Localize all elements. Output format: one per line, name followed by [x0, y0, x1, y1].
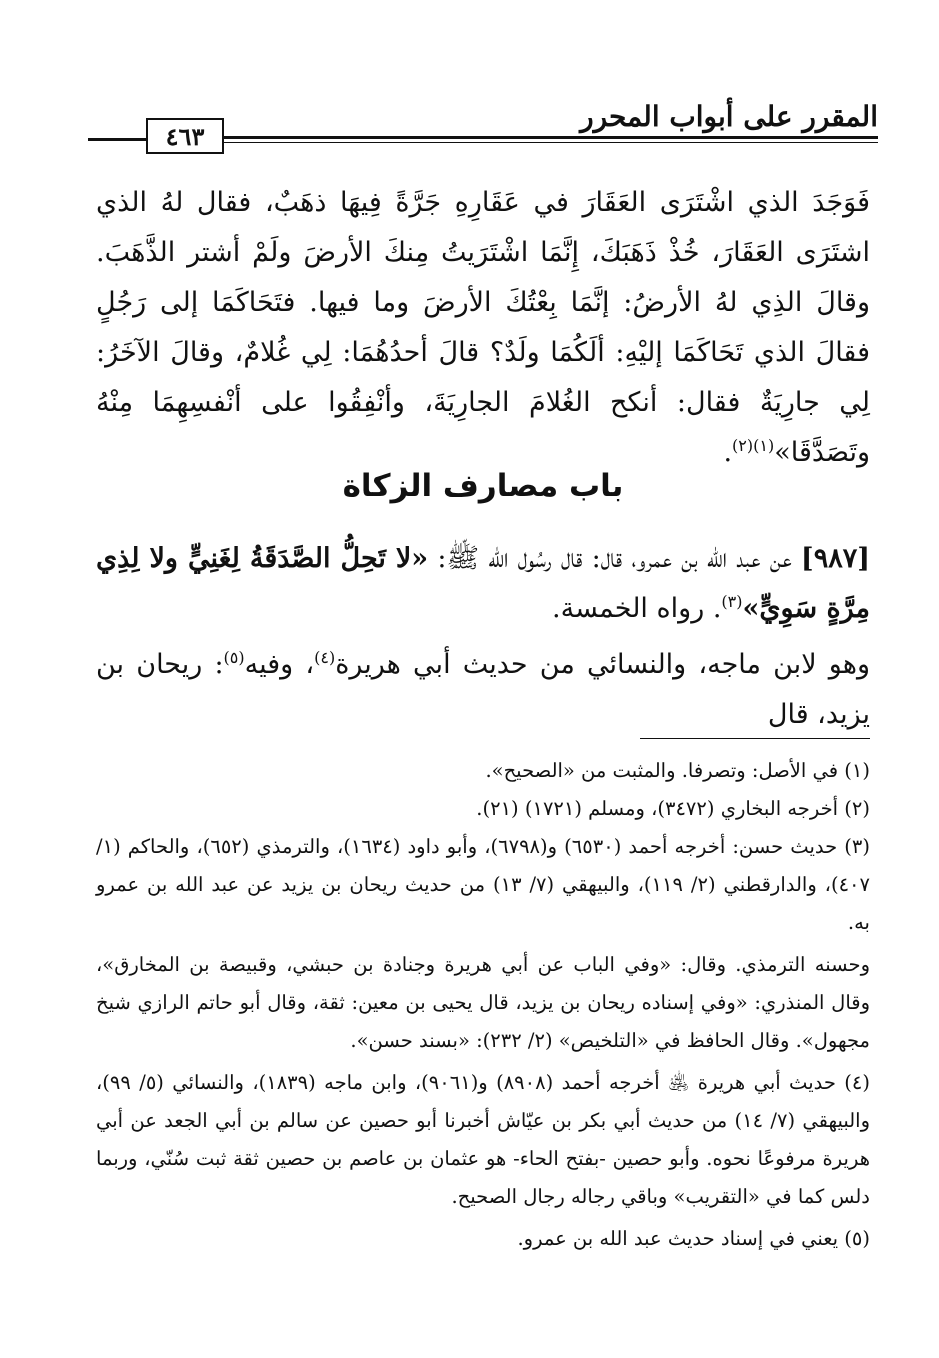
- footnote: (٢) أخرجه البخاري (٣٤٧٢)، ومسلم (١٧٢١) (٢١).: [476, 797, 870, 820]
- hadith-number: [٩٨٧]: [800, 543, 870, 574]
- footnote-ref: (٤): [314, 648, 336, 667]
- running-header: [88, 90, 878, 160]
- footnote: (٤) حديث أبي هريرة ﵁ أخرجه أحمد (٨٩٠٨) و(٩٠٦١)، وابن ماجه (١٨٣٩)، والنسائي (٥/ ٩٩)، والبيهقي (٧/ ١٤) من حديث أبي بكر بن عيّاش أخبرنا أبو حصين عن سالم بن أبي الجعد عن أبي هريرة مرفوعًا نحوه. وأبو حصين -بفتح الحاء- هو عثمان بن عاصم بن حصين ثقة ثبت سُنّي، وربما دلس كما في «التقريب» وباقي رجاله رجال الصحيح.: [96, 1071, 870, 1208]
- header-rule: [223, 136, 878, 139]
- footnote: (١) في الأصل: وتصرفا. والمثبت من «الصحيح».: [485, 759, 870, 782]
- footnotes: [96, 752, 870, 1258]
- header-rule-left: [88, 138, 148, 141]
- hadith-text: [٩٨٧] عن عبد الله بن عمرو، قال: قال رسُول الله ﷺ: «لا تَحِلُّ الصَّدَقَةُ لِغَنِيٍّ ولا لِذِي مِرَّةٍ سَوِيٍّ»$^{(٣)}$. رواه الخمسة.: [96, 543, 870, 624]
- footnote-ref: (٣): [721, 592, 743, 611]
- header-rule-thin: [223, 142, 878, 143]
- footnote-ref: (١)(٢): [732, 436, 775, 455]
- continuation-text: [96, 178, 870, 478]
- footnote: (٣) حديث حسن: أخرجه أحمد (٦٥٣٠) و(٦٧٩٨)، وأبو داود (١٦٣٤)، والترمذي (٦٥٢)، والحاكم (١/ ٤٠٧)، والدارقطني (٢/ ١١٩)، والبيهقي (٧/ ١٣) من حديث ريحان بن يزيد عن عبد الله بن عمرو به.: [96, 835, 870, 934]
- footnote-continuation: وحسنه الترمذي. وقال: «وفي الباب عن أبي هريرة وجنادة بن حبشي، وقبيصة بن المخارق»، وقال المنذري: «وفي إسناده ريحان بن يزيد، قال يحيى بن معين: ثقة، وقال أبو حاتم الرازي شيخ مجهول». وقال الحافظ في «التلخيص» (٢/ ٢٣٢): «بسند حسن».: [96, 953, 870, 1052]
- section-heading: باب مصارف الزكاة: [342, 468, 624, 504]
- commentary-text: وهو لابن ماجه، والنسائي من حديث أبي هريرة$^{(٤)}$، وفيه$^{(٥)}$: ريحان بن يزيد، قال: [96, 648, 870, 730]
- paragraph: فَوَجَدَ الذي اشْتَرَى العَقَارَ في عَقَارِهِ جَرَّةً فِيهَا ذهَبٌ، فقال لهُ الذي اشتَرَى العَقَارَ، خُذْ ذَهَبَكَ، إِنَّمَا اشْتَرَيتُ مِنكَ الأرضَ ولَمْ أشتر الذَّهَبَ. وقالَ الذِي لهُ الأرضُ: إنَّمَا بِعْتُكَ الأرضَ وما فيها. فتَحَاكَمَا إلى رَجُلٍ فقالَ الذي تَحَاكَمَا إليْهِ: ألَكُمَا ولَدٌ؟ قالَ أحدُهُمَا: لِي غُلامٌ، وقالَ الآخَرُ: لِي جارِيَةٌ فقال: أنكح الغُلامَ الجارِيَةَ، وأنْفِقُوا على أنْفسِهِمَا مِنْهُ وتَصَدَّقَا»$^{(١)(٢)}$.: [96, 187, 870, 468]
- book-title: المقرر على أبواب المحرر: [580, 100, 878, 133]
- page-number: ٤٦٣: [146, 118, 224, 154]
- hadith-block: [96, 534, 870, 740]
- footnote-ref: (٥): [223, 648, 245, 667]
- footnote: (٥) يعني في إسناد حديث عبد الله بن عمرو.: [517, 1227, 870, 1250]
- footnote-separator: [640, 738, 870, 739]
- hadith-quote: «لا تَحِلُّ الصَّدَقَةُ لِغَنِيٍّ ولا لِذِي مِرَّةٍ سَوِيٍّ»: [96, 543, 870, 624]
